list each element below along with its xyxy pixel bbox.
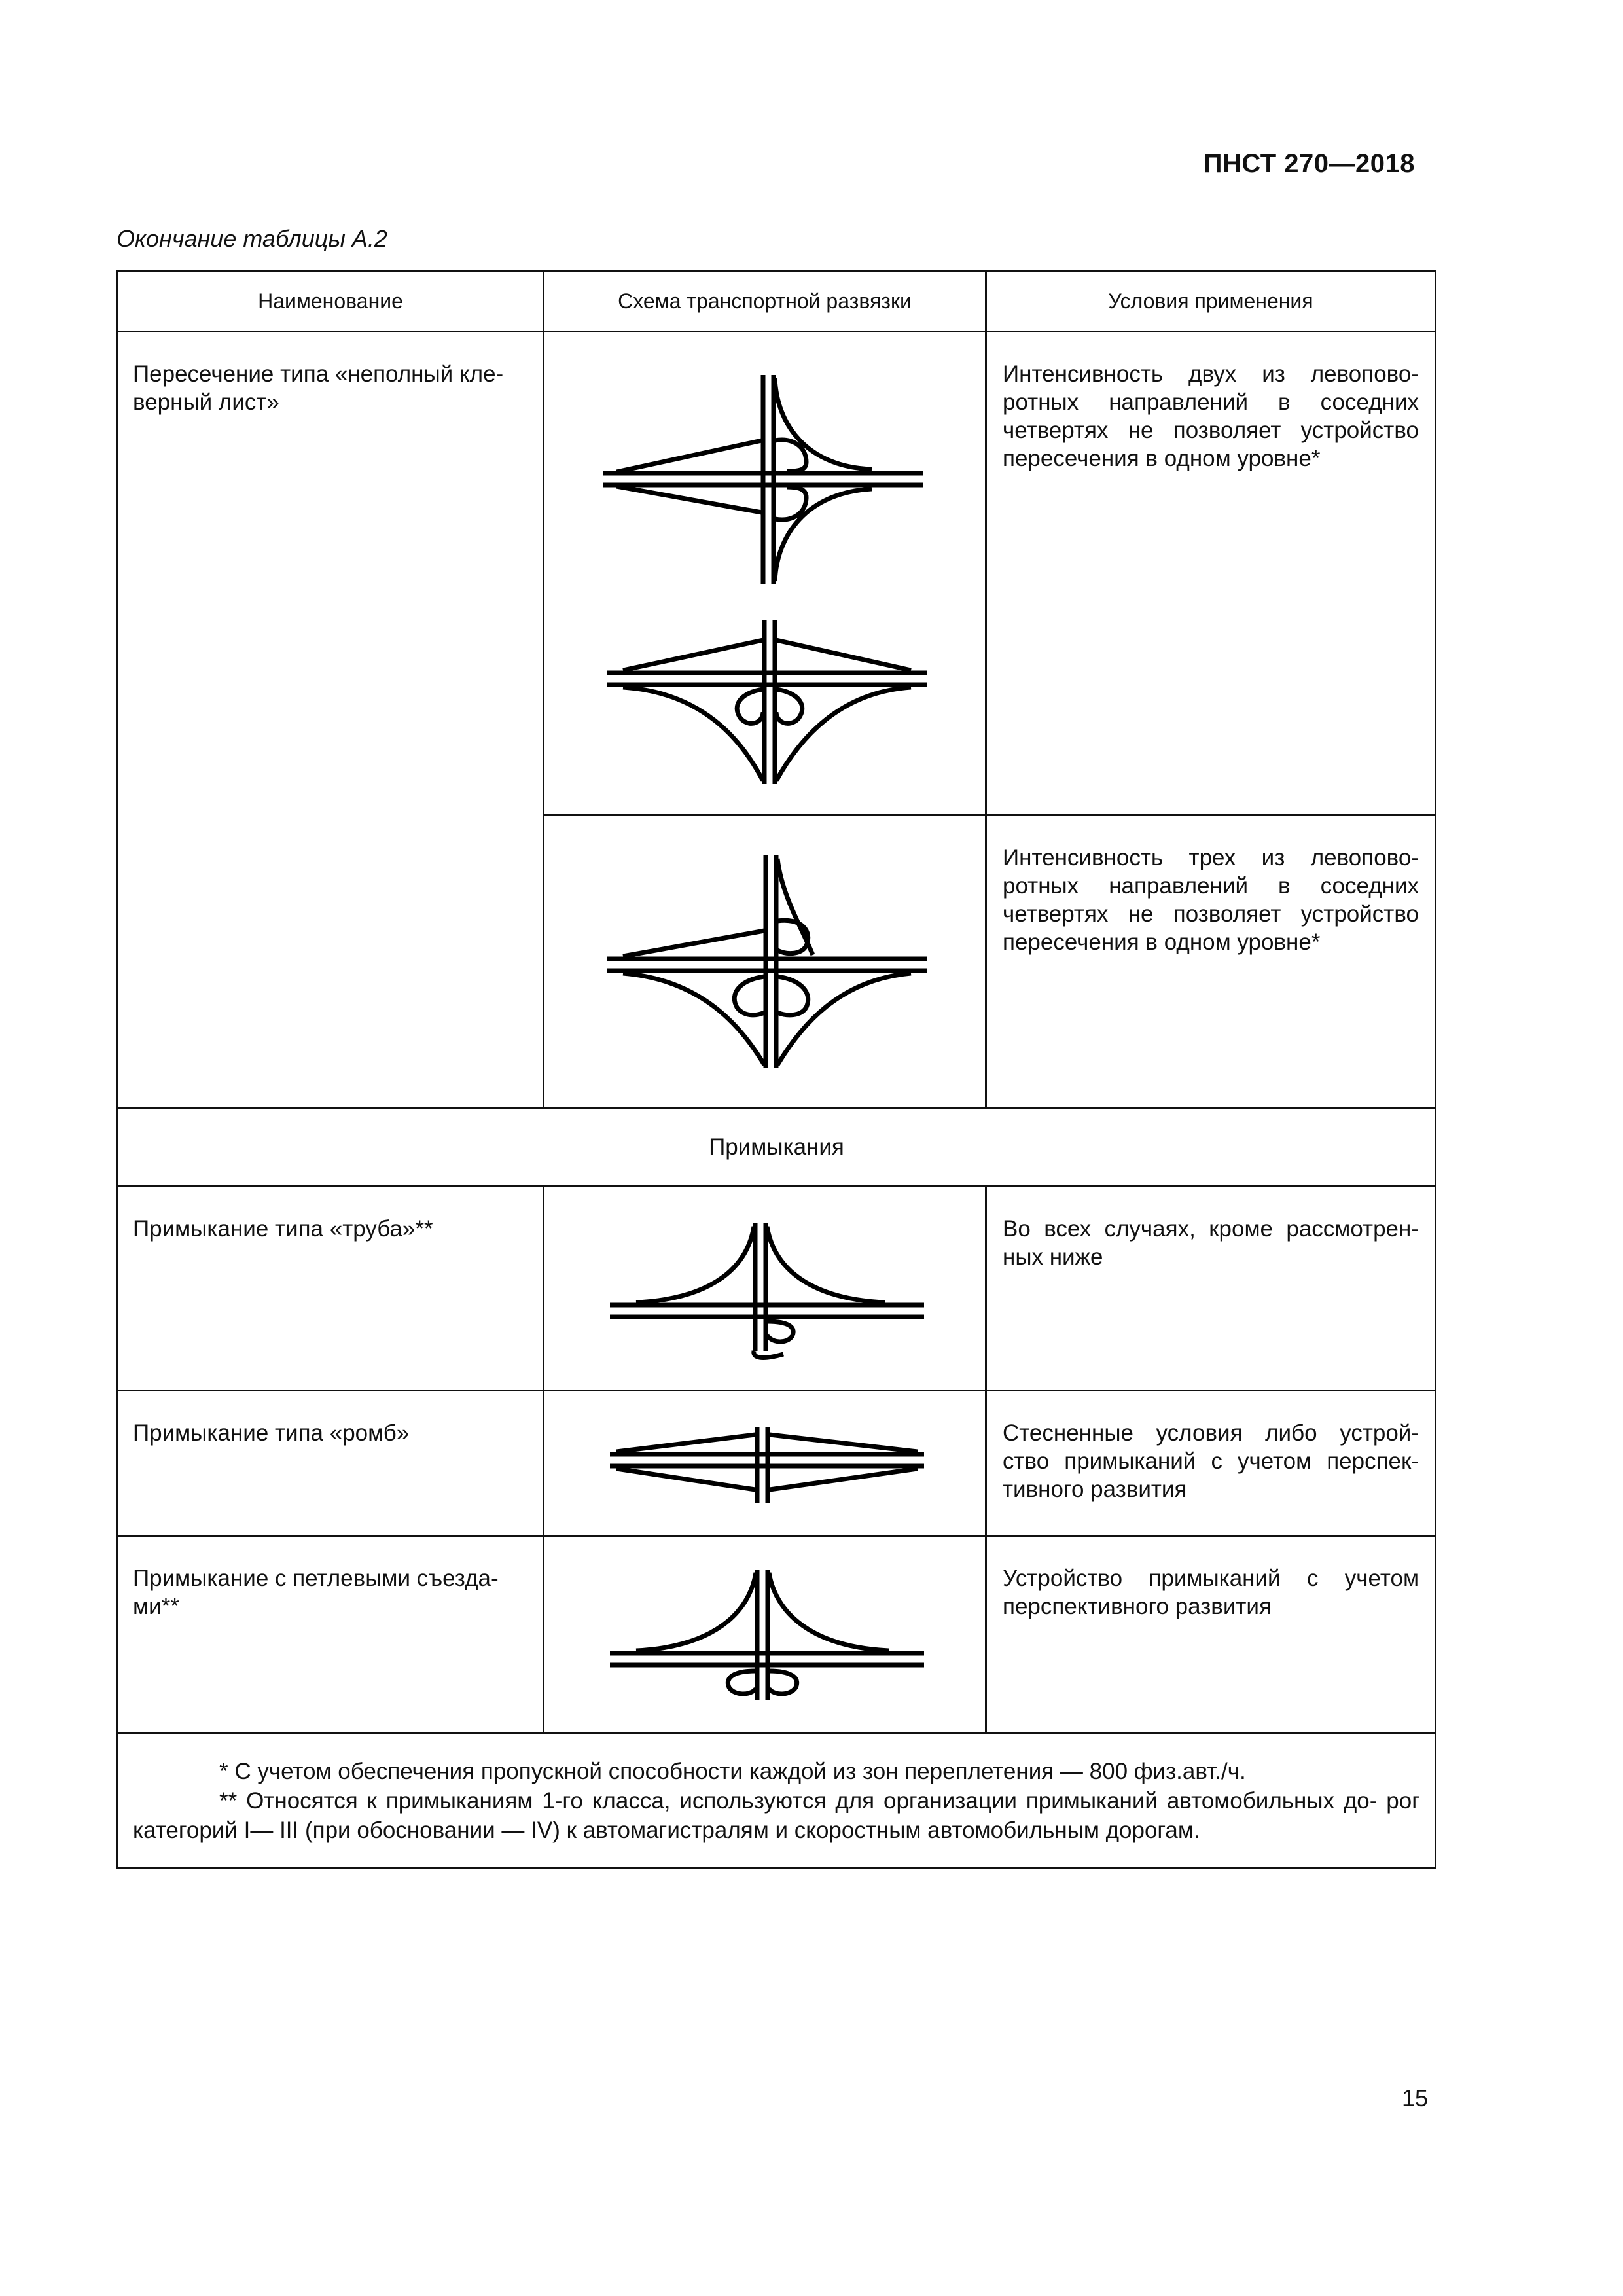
row-condition-two-directions: Интенсивность двух из левопово- ротных направлений в соседних четвертях не позволяет устройство пересечения в одном уровне* xyxy=(986,332,1436,816)
loop-ramps-diagram xyxy=(544,1537,987,1732)
table-row xyxy=(118,1187,1436,1391)
table-row xyxy=(118,1536,1436,1734)
diamond-diagram xyxy=(544,1391,987,1535)
row-name-diamond: Примыкание типа «ромб» xyxy=(118,1391,544,1536)
table-row xyxy=(118,1391,1436,1536)
row-name-trumpet: Примыкание типа «труба»** xyxy=(118,1187,544,1391)
three-loop-diagram xyxy=(544,816,987,1107)
column-header-schema: Схема транспортной развязки xyxy=(544,271,986,332)
schema-partial-cloverleaf-three xyxy=(544,816,986,1108)
note-double-asterisk: ** Относятся к примыканиям 1-го класса, используются для организации примыканий автомобильных до- рог категорий I— III (при обосновании — IV) к автомагистралям и скоростным автомобильным дорогам. xyxy=(133,1788,1420,1843)
partial-cloverleaf-variant-b xyxy=(607,620,927,784)
section-title: Примыкания xyxy=(118,1108,1436,1187)
partial-cloverleaf-variant-a xyxy=(603,375,923,584)
section-row xyxy=(118,1108,1436,1187)
table-row xyxy=(118,332,1436,816)
page-number: 15 xyxy=(1402,2085,1429,2111)
row-condition-three-directions: Интенсивность трех из левопово- ротных направлений в соседних четвертях не позволяет устройство пересечения в одном уровне* xyxy=(986,816,1436,1108)
schema-partial-cloverleaf-two xyxy=(544,332,986,816)
partial-cloverleaf-diagram xyxy=(544,332,987,814)
schema-diamond xyxy=(544,1391,986,1536)
table-notes xyxy=(118,1734,1436,1869)
note-single-asterisk: * С учетом обеспечения пропускной способности каждой из зон переплетения — 800 физ.авт./ч. xyxy=(219,1759,1246,1784)
table-caption: Окончание таблицы А.2 xyxy=(116,225,387,252)
row-name-partial-cloverleaf: Пересечение типа «неполный кле- верный лист» xyxy=(118,332,544,1108)
interchange-table xyxy=(116,270,1436,1869)
schema-trumpet xyxy=(544,1187,986,1391)
column-header-conditions: Условия применения xyxy=(986,271,1436,332)
row-condition-diamond: Стесненные условия либо устрой- ство примыканий с учетом перспек- тивного развития xyxy=(986,1391,1436,1536)
row-condition-loop-ramps: Устройство примыканий с учетом перспективного развития xyxy=(986,1536,1436,1734)
row-name-loop-ramps: Примыкание с петлевыми съезда- ми** xyxy=(118,1536,544,1734)
row-condition-trumpet: Во всех случаях, кроме рассмотрен- ных ниже xyxy=(986,1187,1436,1391)
notes-row xyxy=(118,1734,1436,1869)
schema-loop-ramps xyxy=(544,1536,986,1734)
table-header-row xyxy=(118,271,1436,332)
column-header-name: Наименование xyxy=(118,271,544,332)
trumpet-diagram xyxy=(544,1187,987,1390)
document-code: ПНСТ 270—2018 xyxy=(1203,149,1415,178)
